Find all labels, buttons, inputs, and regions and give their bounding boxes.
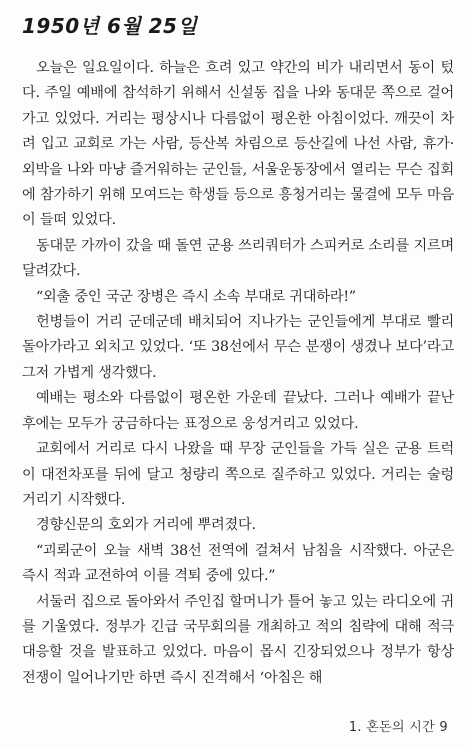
paragraph-1: 오늘은 일요일이다. 하늘은 흐려 있고 약간의 비가 내리면서 동이 텄다. 주일 예배에 참석하기 위해서 신설동 집을 나와 동대문 쪽으로 걸어가고 있었다. 거리는 평상시나 다름없이 평온한 아침이었다. 깨끗이 차려 입고 교회로 가는 사람, 등산복 차림으로 등산길에 나선 사람, 휴가·외박을 나와 마냥 즐거워하는 군인들, 서울운동장에서 열리는 무슨 집회에 참가하기 위해 모여드는 학생들 등으로 흥청거리는 물결에 모두 마음이 들떠 있었다. [22,60,454,229]
paragraph-5: 예배는 평소와 다름없이 평온한 가운데 끝났다. 그러나 예배가 끝난 후에는 모두가 궁금하다는 표정으로 웅성거리고 있었다. [22,390,454,432]
paragraph-9: 서둘러 집으로 돌아와서 주인집 할머니가 틀어 놓고 있는 라디오에 귀를 기울였다. 정부가 긴급 국무회의를 개최하고 적의 침략에 대해 적극 대응할 것을 발표하고 있었다. 마음이 몹시 긴장되었으나 정부가 항상 전쟁이 일어나기만 하면 즉시 진격해서 ‘아침은 해 [22,593,454,686]
paragraph-2: 동대문 가까이 갔을 때 돌연 군용 쓰리쿼터가 스피커로 소리를 지르며 달려갔다. [22,237,454,280]
paragraph-7: 경향신문의 호외가 거리에 뿌려졌다. [36,517,256,534]
body-text [22,56,454,691]
paragraph-4: 헌병들이 거리 군데군데 배치되어 지나가는 군인들에게 부대로 빨리 돌아가라고 외치고 있었다. ‘또 38선에서 무슨 분쟁이 생겼나 보다’라고 그저 가볍게 생각했다. [22,314,454,381]
paragraph-6: 교회에서 거리로 다시 나왔을 때 무장 군인들을 가득 실은 군용 트럭이 대전차포를 뒤에 달고 청량리 쪽으로 질주하고 있었다. 거리는 술렁거리기 시작했다. [22,441,454,508]
paragraph-3: “외출 중인 국군 장병은 즉시 소속 부대로 귀대하라!” [36,288,356,305]
page-footer: 1. 혼돈의 시간 9 [348,720,448,735]
paragraph-8: “괴뢰군이 오늘 새벽 38선 전역에 걸쳐서 남침을 시작했다. 아군은 즉시 적과 교전하여 이를 격퇴 중에 있다.” [22,542,454,585]
chapter-heading: 1950년 6월 25일 [22,14,198,38]
